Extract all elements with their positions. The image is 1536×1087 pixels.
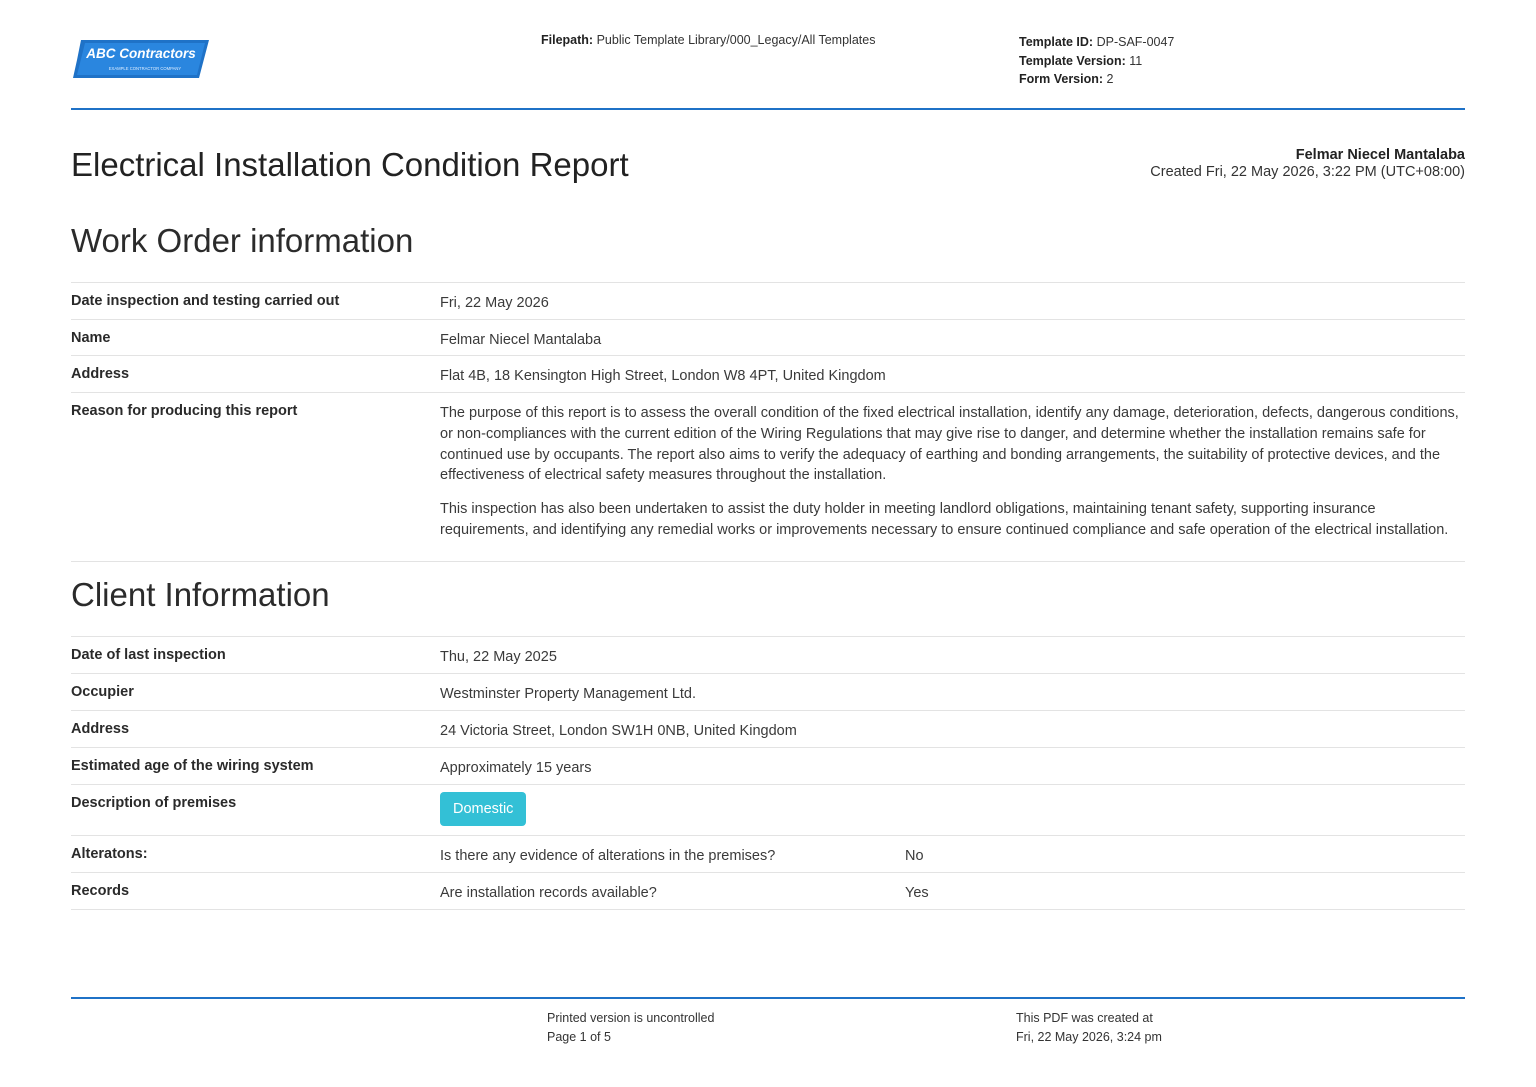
table-row xyxy=(71,393,1465,562)
template-meta xyxy=(1019,33,1174,89)
field-value: Approximately 15 years xyxy=(440,760,592,776)
template-version: Template Version: 11 xyxy=(1019,53,1143,68)
answer-text: Yes xyxy=(905,885,929,901)
field-value xyxy=(440,393,1465,561)
field-label: Alteratons: xyxy=(71,846,148,862)
reason-paragraph-1: The purpose of this report is to assess the overall condition of the fixed electrical installation, identify any damage, deterioration, defects, dangerous conditions, or non-compliances with the current edition of the Wiring Regulations that may give rise to danger, and determine whether the installation remains safe for continued use by occupants. The report also aims to verify the adequacy of earthing and bonding arrangements, the suitability of protective devices, and the effectiveness of electrical safety measures throughout the installation. xyxy=(440,405,1459,484)
table-row xyxy=(71,356,1465,393)
work-order-table xyxy=(71,282,1465,562)
field-label: Estimated age of the wiring system xyxy=(71,758,314,774)
form-version: Form Version: 2 xyxy=(1019,72,1114,86)
company-logo xyxy=(73,40,209,78)
author-name: Felmar Niecel Mantalaba xyxy=(1295,147,1465,163)
uncontrolled-notice: Printed version is uncontrolled xyxy=(547,1011,715,1025)
question-text: Is there any evidence of alterations in the premises? xyxy=(440,848,776,864)
premises-badge: Domestic xyxy=(440,792,526,826)
logo-name: ABC Contractors xyxy=(86,46,196,61)
table-row xyxy=(71,320,1465,356)
field-label: Date of last inspection xyxy=(71,647,226,663)
field-value xyxy=(440,836,1465,872)
table-row xyxy=(71,785,1465,836)
field-label: Records xyxy=(71,883,130,899)
client-info-table xyxy=(71,636,1465,910)
field-label: Occupier xyxy=(71,684,134,700)
field-value xyxy=(440,873,1465,909)
author-block xyxy=(1150,147,1465,181)
client-info-title: Client Information xyxy=(71,576,330,613)
answer-text: No xyxy=(905,848,924,864)
template-id: Template ID: DP-SAF-0047 xyxy=(1019,35,1175,49)
field-value: Fri, 22 May 2026 xyxy=(440,295,549,311)
work-order-title: Work Order information xyxy=(71,222,414,259)
page-footer xyxy=(71,997,1465,1059)
report-title: Electrical Installation Condition Report xyxy=(71,146,629,183)
field-value: 24 Victoria Street, London SW1H 0NB, United Kingdom xyxy=(440,723,797,739)
field-label: Name xyxy=(71,330,111,346)
reason-paragraph-2: This inspection has also been undertaken to assist the duty holder in meeting landlord obligations, maintaining tenant safety, supporting insurance requirements, and identifying any remedial works or improvements necessary to ensure continued compliance and safe operation of the electrical installation. xyxy=(440,501,1449,538)
table-row xyxy=(71,711,1465,748)
field-value: Thu, 22 May 2025 xyxy=(440,649,557,665)
filepath-value: Public Template Library/000_Legacy/All Templates xyxy=(596,33,876,47)
field-label: Date inspection and testing carried out xyxy=(71,293,340,309)
pdf-created-label: This PDF was created at xyxy=(1016,1011,1153,1025)
page-header xyxy=(71,0,1465,110)
logo-tagline: EXAMPLE CONTRACTOR COMPANY xyxy=(108,66,182,71)
footer-right xyxy=(1016,1009,1162,1047)
created-date: Created Fri, 22 May 2026, 3:22 PM (UTC+08:00) xyxy=(1150,164,1465,180)
table-row xyxy=(71,637,1465,674)
table-row xyxy=(71,873,1465,910)
pdf-created-date: Fri, 22 May 2026, 3:24 pm xyxy=(1016,1030,1162,1044)
field-label: Reason for producing this report xyxy=(71,403,298,419)
question-text: Are installation records available? xyxy=(440,885,657,901)
field-label: Address xyxy=(71,366,130,382)
field-value: Flat 4B, 18 Kensington High Street, London W8 4PT, United Kingdom xyxy=(440,368,886,384)
table-row xyxy=(71,674,1465,711)
page-number: Page 1 of 5 xyxy=(547,1030,611,1044)
table-row xyxy=(71,283,1465,320)
field-value: Westminster Property Management Ltd. xyxy=(440,686,697,702)
filepath-label: Filepath: xyxy=(541,33,594,47)
field-label: Address xyxy=(71,721,130,737)
footer-left xyxy=(547,1009,714,1047)
table-row xyxy=(71,836,1465,873)
field-label: Description of premises xyxy=(71,795,237,811)
field-value: Felmar Niecel Mantalaba xyxy=(440,332,602,348)
table-row xyxy=(71,748,1465,785)
field-value xyxy=(440,785,1465,835)
filepath xyxy=(541,33,875,47)
